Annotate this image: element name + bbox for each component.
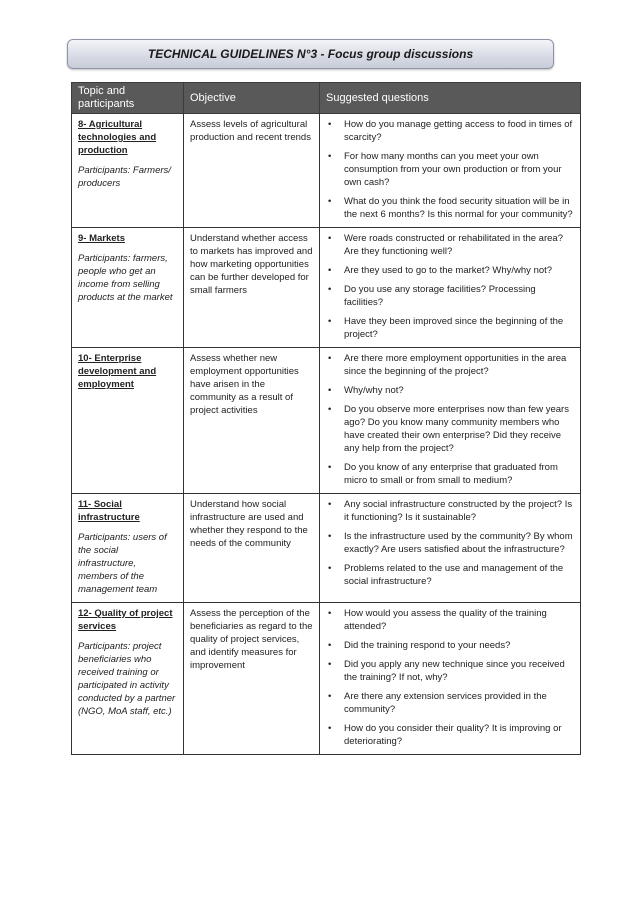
question-item: • Problems related to the use and management of the social infrastructure? [326, 562, 574, 588]
questions-cell [320, 228, 581, 348]
topic-participants: Participants: project beneficiaries who received training or participated in activity conducted by a partner (NGO, MoA staff, etc.) [78, 641, 176, 717]
table-row [72, 228, 581, 348]
topic-title: 12- Quality of project services [78, 608, 173, 632]
topic-cell [72, 228, 184, 348]
question-list [326, 232, 574, 341]
questions-cell [320, 114, 581, 228]
guidelines-table [71, 82, 581, 755]
table-row [72, 114, 581, 228]
question-item: • Did the training respond to your needs? [326, 639, 574, 652]
question-list [326, 118, 574, 221]
question-item: • Is the infrastructure used by the community? By whom exactly? Are users satisfied about the infrastructure? [326, 530, 574, 556]
question-list [326, 352, 574, 487]
question-item: • Do you observe more enterprises now than few years ago? Do you know many community members who have created their own enterprise? Did they receive any help from the project? [326, 403, 574, 455]
question-item: • Have they been improved since the beginning of the project? [326, 315, 574, 341]
document-title-banner [67, 39, 554, 69]
objective-cell: Assess the perception of the beneficiaries as regard to the quality of project services, and identify measures for improvement [184, 603, 320, 755]
objective-cell: Understand how social infrastructure are used and whether they respond to the needs of the community [184, 494, 320, 603]
questions-cell [320, 603, 581, 755]
topic-participants: Participants: Farmers/ producers [78, 165, 171, 189]
document-title: TECHNICAL GUIDELINES N°3 - Focus group discussions [147, 47, 474, 61]
table-row [72, 494, 581, 603]
topic-title: 9- Markets [78, 233, 125, 244]
question-list [326, 498, 574, 588]
topic-title: 11- Social infrastructure [78, 499, 140, 523]
question-item: • How do you manage getting access to food in times of scarcity? [326, 118, 574, 144]
question-item: • Do you know of any enterprise that graduated from micro to small or from small to medium? [326, 461, 574, 487]
table-row [72, 348, 581, 494]
table-header-row [72, 83, 581, 114]
question-item: • For how many months can you meet your own consumption from your own production or from your own cash? [326, 150, 574, 189]
question-item: • Any social infrastructure constructed by the project? Is it functioning? Is it sustainable? [326, 498, 574, 524]
question-item: • Do you use any storage facilities? Processing facilities? [326, 283, 574, 309]
questions-cell [320, 348, 581, 494]
question-item: • Did you apply any new technique since you received the training? If not, why? [326, 658, 574, 684]
question-item: • Were roads constructed or rehabilitated in the area? Are they functioning well? [326, 232, 574, 258]
question-item: • Are there more employment opportunities in the area since the beginning of the project? [326, 352, 574, 378]
objective-cell: Assess whether new employment opportunities have arisen in the community as a result of project activities [184, 348, 320, 494]
objective-cell: Assess levels of agricultural production and recent trends [184, 114, 320, 228]
topic-cell [72, 114, 184, 228]
question-item: • Are they used to go to the market? Why/why not? [326, 264, 574, 277]
question-item: • How would you assess the quality of the training attended? [326, 607, 574, 633]
topic-cell [72, 494, 184, 603]
question-list [326, 607, 574, 748]
question-item: • Why/why not? [326, 384, 574, 397]
topic-participants: Participants: farmers, people who get an income from selling products at the market [78, 253, 173, 303]
topic-cell [72, 348, 184, 494]
question-item: • How do you consider their quality? It is improving or deteriorating? [326, 722, 574, 748]
question-item: • Are there any extension services provided in the community? [326, 690, 574, 716]
questions-cell [320, 494, 581, 603]
topic-title: 10- Enterprise development and employment [78, 353, 157, 390]
header-objective: Objective [184, 83, 320, 114]
header-topic: Topic and participants [72, 83, 184, 114]
table-row [72, 603, 581, 755]
topic-cell [72, 603, 184, 755]
objective-cell: Understand whether access to markets has improved and how marketing opportunities can be further developed for small farmers [184, 228, 320, 348]
header-questions: Suggested questions [320, 83, 581, 114]
topic-title: 8- Agricultural technologies and production [78, 119, 157, 156]
topic-participants: Participants: users of the social infrastructure, members of the management team [78, 532, 167, 595]
question-item: • What do you think the food security situation will be in the next 6 months? Is this normal for your community? [326, 195, 574, 221]
